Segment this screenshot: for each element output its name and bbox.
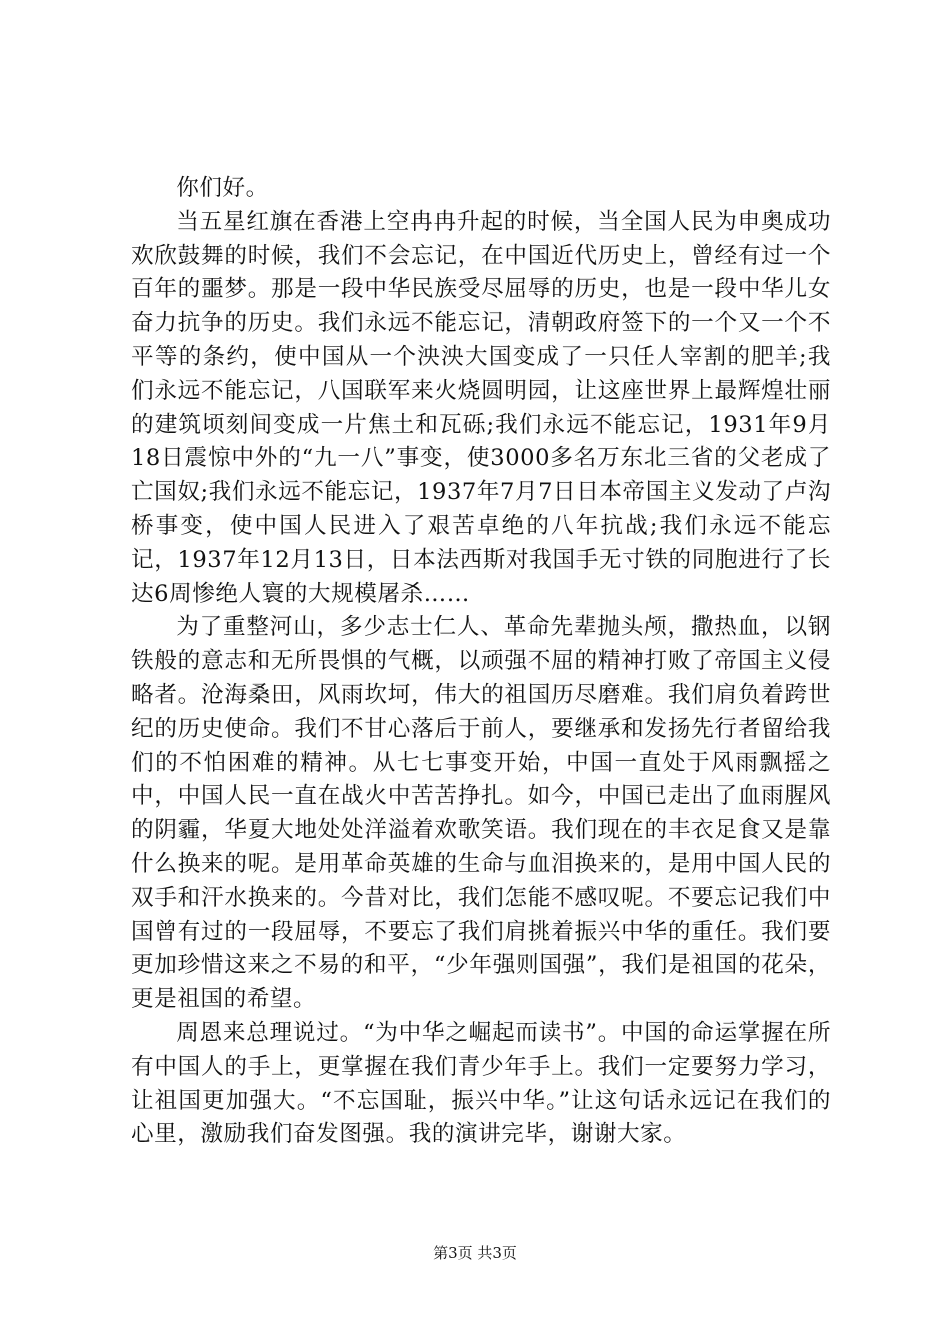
paragraph-greeting: 你们好。 — [176, 175, 269, 201]
page-number-footer: 第3页 共3页 — [433, 1244, 517, 1262]
paragraph-closing: 周恩来总理说过。“为中华之崛起而读书”。中国的命运掌握在所有中国人的手上，更掌握在我们青少年手上。我们一定要努力学习，让祖国更加强大。“不忘国耻，振兴中华。”让这句话永远记在我们的心里，激励我们奋发图强。我的演讲完毕，谢谢大家。 — [131, 1019, 831, 1148]
paragraph-struggle: 为了重整河山，多少志士仁人、革命先辈抛头颅，撒热血，以钢铁般的意志和无所畏惧的气概，以顽强不屈的精神打败了帝国主义侵略者。沧海桑田，风雨坎坷，伟大的祖国历尽磨难。我们肩负着跨世纪的历史使命。我们不甘心落后于前人，要继承和发扬先行者留给我们的不怕困难的精神。从七七事变开始，中国一直处于风雨飘摇之中，中国人民一直在战火中苦苦挣扎。如今，中国已走出了血雨腥风的阴霾，华夏大地处处洋溢着欢歌笑语。我们现在的丰衣足食又是靠什么换来的呢。是用革命英雄的生命与血泪换来的，是用中国人民的双手和汗水换来的。今昔对比，我们怎能不感叹呢。不要忘记我们中国曾有过的一段屈辱，不要忘了我们肩挑着振兴中华的重任。我们要更加珍惜这来之不易的和平，“少年强则国强”，我们是祖国的花朵，更是祖国的希望。 — [131, 614, 831, 1013]
speech-body — [131, 172, 831, 1152]
paragraph-history: 当五星红旗在香港上空冉冉升起的时候，当全国人民为申奥成功欢欣鼓舞的时候，我们不会忘记，在中国近代历史上，曾经有过一个百年的噩梦。那是一段中华民族受尽屈辱的历史，也是一段中华儿女奋力抗争的历史。我们永远不能忘记，清朝政府签下的一个又一个不平等的条约，使中国从一个泱泱大国变成了一只任人宰割的肥羊;我们永远不能忘记，八国联军来火烧圆明园，让这座世界上最辉煌壮丽的建筑顷刻间变成一片焦土和瓦砾;我们永远不能忘记，1931年9月18日震惊中外的“九一八”事变，使3000多名万东北三省的父老成了亡国奴;我们永远不能忘记，1937年7月7日日本帝国主义发动了卢沟桥事变，使中国人民进入了艰苦卓绝的八年抗战;我们永远不能忘记，1937年12月13日，日本法西斯对我国手无寸铁的同胞进行了长达6周惨绝人寰的大规模屠杀…… — [131, 208, 831, 607]
